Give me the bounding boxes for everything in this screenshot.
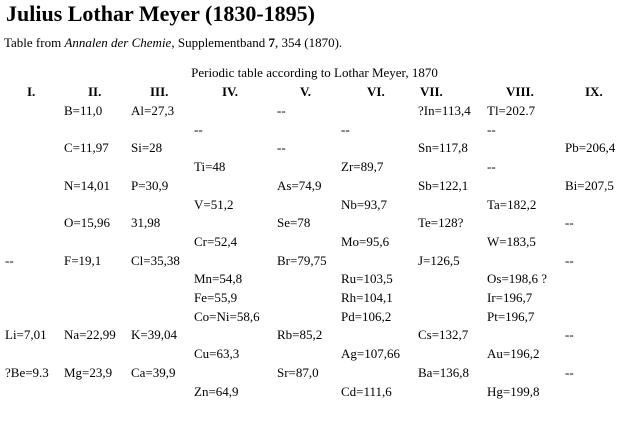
element-cell: -- bbox=[487, 121, 496, 137]
element-cell: -- bbox=[341, 121, 350, 137]
element-cell: Cr=52,4 bbox=[194, 233, 238, 249]
element-cell: Os=198,6 ? bbox=[487, 271, 548, 287]
element-cell: Mo=95,6 bbox=[341, 233, 390, 249]
element-cell: Cs=132,7 bbox=[418, 327, 469, 343]
element-cell: Fe=55,9 bbox=[194, 290, 238, 305]
element-cell: As=74,9 bbox=[277, 177, 322, 193]
element-cell: W=183,5 bbox=[487, 233, 536, 249]
element-cell: Te=128? bbox=[418, 215, 464, 231]
element-cell: -- bbox=[5, 252, 14, 268]
element-cell: B=11,0 bbox=[64, 103, 103, 118]
table-caption: Periodic table according to Lothar Meyer, 1870 bbox=[191, 65, 438, 80]
element-cell: Sb=122,1 bbox=[418, 177, 469, 193]
element-cell: Rb=85,2 bbox=[277, 327, 323, 343]
element-cell: Sr=87,0 bbox=[277, 364, 319, 380]
element-cell: Cd=111,6 bbox=[341, 383, 392, 399]
group-header: IV. bbox=[222, 84, 239, 99]
element-cell: Zr=89,7 bbox=[341, 159, 384, 175]
element-cell: Ag=107,66 bbox=[341, 346, 400, 362]
element-cell: -- bbox=[277, 140, 286, 156]
element-cell: J=126,5 bbox=[418, 252, 460, 268]
element-cell: Si=28 bbox=[131, 140, 163, 156]
element-cell: -- bbox=[565, 364, 574, 380]
element-cell: Pb=206,4 bbox=[565, 140, 616, 156]
element-cell: Pt=196,7 bbox=[487, 308, 535, 324]
element-cell: Rh=104,1 bbox=[341, 290, 393, 305]
source-prefix: Table from bbox=[4, 35, 65, 50]
element-cell: Bi=207,5 bbox=[565, 177, 614, 193]
element-cell: Na=22,99 bbox=[64, 327, 116, 343]
element-cell: Ti=48 bbox=[194, 159, 226, 175]
group-header: IX. bbox=[585, 84, 603, 99]
group-header: VII. bbox=[420, 84, 443, 99]
element-cell: Ba=136,8 bbox=[418, 364, 470, 380]
element-cell: Cl=35,38 bbox=[131, 252, 180, 268]
element-cell: Co=Ni=58,6 bbox=[194, 308, 260, 324]
volume-number: 7 bbox=[268, 35, 275, 50]
page-title: Julius Lothar Meyer (1830-1895) bbox=[6, 1, 315, 26]
element-cell: Pd=106,2 bbox=[341, 308, 392, 324]
element-cell: Ta=182,2 bbox=[487, 196, 537, 212]
group-header: VI. bbox=[367, 84, 385, 99]
element-cell: K=39,04 bbox=[131, 327, 177, 343]
element-cell: -- bbox=[565, 252, 574, 268]
group-header: VIII. bbox=[506, 84, 534, 99]
element-cell: Au=196,2 bbox=[487, 346, 540, 362]
element-cell: C=11,97 bbox=[64, 140, 109, 156]
element-cell: Se=78 bbox=[277, 215, 311, 231]
element-cell: Li=7,01 bbox=[5, 327, 47, 343]
group-header: II. bbox=[88, 84, 102, 99]
element-cell: Ca=39,9 bbox=[131, 364, 176, 380]
element-cell: Tl=202.7 bbox=[487, 103, 536, 118]
element-cell: ?In=113,4 bbox=[418, 103, 471, 118]
group-header: V. bbox=[300, 84, 311, 99]
group-header: III. bbox=[150, 84, 169, 99]
element-cell: Hg=199,8 bbox=[487, 383, 540, 399]
source-suffix: , 354 (1870). bbox=[274, 35, 343, 50]
element-cell: Mg=23,9 bbox=[64, 364, 113, 380]
element-cell: Nb=93,7 bbox=[341, 196, 387, 212]
element-cell: Ru=103,5 bbox=[341, 271, 393, 287]
element-cell: -- bbox=[277, 103, 286, 118]
element-cell: ?Be=9.3 bbox=[5, 364, 49, 380]
element-cell: Cu=63,3 bbox=[194, 346, 240, 362]
element-cell: Ir=196,7 bbox=[487, 290, 533, 305]
element-cell: Zn=64,9 bbox=[194, 383, 239, 399]
source-middle: , Supplementband bbox=[171, 35, 269, 50]
element-cell: -- bbox=[487, 159, 496, 175]
element-cell: -- bbox=[565, 327, 574, 343]
element-cell: -- bbox=[565, 215, 574, 231]
element-cell: P=30,9 bbox=[131, 177, 169, 193]
element-cell: Sn=117,8 bbox=[418, 140, 468, 156]
element-cell: -- bbox=[194, 121, 203, 137]
element-cell: F=19,1 bbox=[64, 252, 102, 268]
group-header: I. bbox=[27, 84, 36, 99]
element-cell: O=15,96 bbox=[64, 215, 110, 231]
element-cell: Br=79,75 bbox=[277, 252, 327, 268]
element-cell: 31,98 bbox=[131, 215, 161, 231]
element-cell: Mn=54,8 bbox=[194, 271, 243, 287]
element-cell: Al=27,3 bbox=[131, 103, 175, 118]
element-cell: N=14,01 bbox=[64, 177, 110, 193]
journal-name: Annalen der Chemie bbox=[64, 35, 172, 50]
element-cell: V=51,2 bbox=[194, 196, 234, 212]
